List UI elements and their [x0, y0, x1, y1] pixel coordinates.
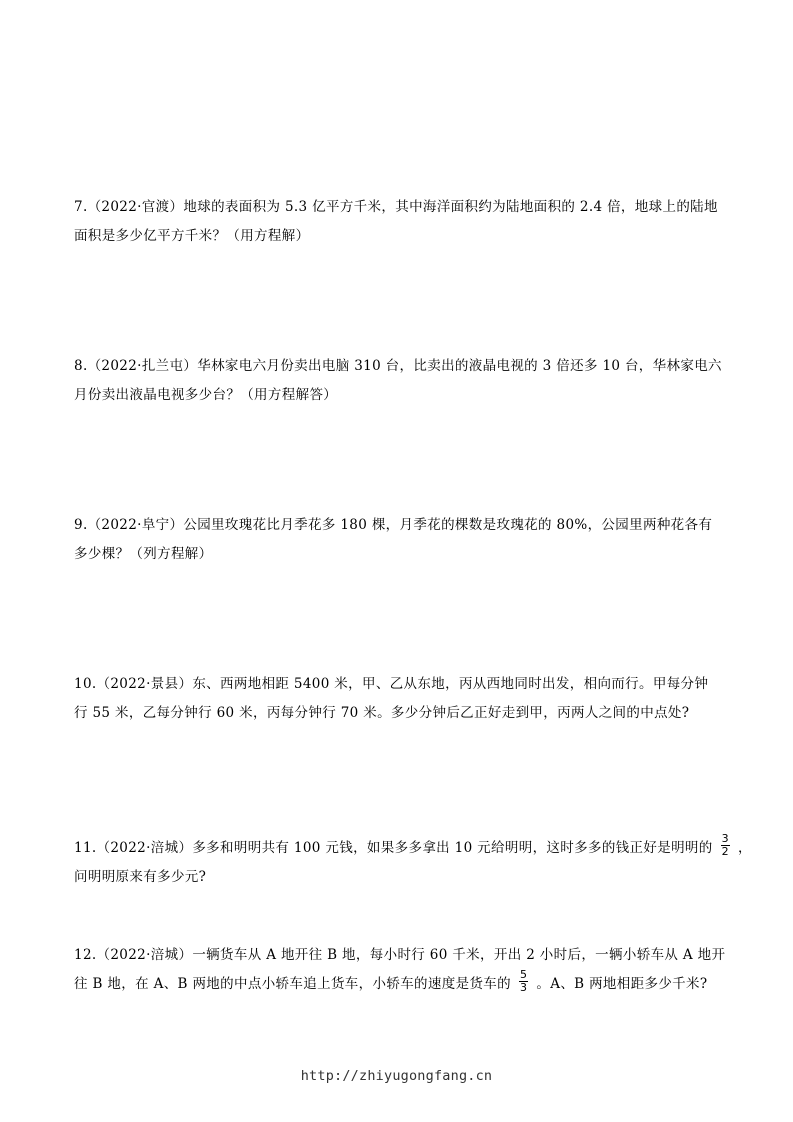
problem-8	[74, 352, 726, 409]
problem-11-text: 11.（2022·涪城）多多和明明共有 100 元钱，如果多多拿出 10 元给明明，这时多多的钱正好是明明的	[74, 840, 713, 856]
problem-7	[74, 193, 726, 250]
problem-12-tail: 。A、B 两地相距多少千米?	[536, 975, 708, 992]
problem-9-line-1: 9.（2022·阜宁）公园里玫瑰花比月季花多 180 棵，月季花的棵数是玫瑰花的 80%，公园里两种花各有	[74, 517, 713, 533]
fraction-denominator: 2	[721, 845, 729, 858]
fraction-3-over-2	[721, 833, 730, 858]
problem-9-line-2: 多少棵？（列方程解）	[74, 545, 213, 562]
problem-9	[74, 511, 726, 568]
problem-8-line-2: 月份卖出液晶电视多少台？（用方程解答）	[74, 386, 338, 403]
fraction-numerator: 5	[520, 967, 528, 981]
problem-11-punct: ，	[738, 840, 752, 856]
problem-11-line-1	[74, 832, 752, 863]
problem-11-line-2: 问明明原来有多少元?	[74, 868, 207, 885]
problem-11	[74, 832, 752, 891]
problem-8-line-1: 8.（2022·扎兰屯）华林家电六月份卖出电脑 310 台，比卖出的液晶电视的 3 倍还多 10 台，华林家电六	[74, 358, 722, 374]
problem-12	[74, 941, 726, 998]
problem-10	[74, 670, 726, 727]
problem-7-line-1: 7.（2022·官渡）地球的表面积为 5.3 亿平方千米，其中海洋面积约为陆地面积的 2.4 倍，地球上的陆地	[74, 199, 718, 215]
fraction-5-over-3	[519, 969, 528, 994]
problem-7-line-2: 面积是多少亿平方千米？（用方程解）	[74, 227, 310, 244]
fraction-numerator: 3	[721, 832, 729, 845]
problem-10-line-1: 10.（2022·景县）东、西两地相距 5400 米，甲、乙从东地，丙从西地同时出发，相向而行。甲每分钟	[74, 676, 709, 692]
fraction-denominator: 3	[520, 980, 528, 994]
problem-12-text: 往 B 地，在 A、B 两地的中点小轿车追上货车，小轿车的速度是货车的	[74, 975, 512, 992]
problem-12-line-2	[74, 967, 726, 999]
problem-10-line-2: 行 55 米，乙每分钟行 60 米，丙每分钟行 70 米。多少分钟后乙正好走到甲，丙两人之间的中点处?	[74, 704, 690, 721]
footer-url: http://zhiyugongfang.cn	[300, 1068, 493, 1084]
problem-12-line-1: 12.（2022·涪城）一辆货车从 A 地开往 B 地，每小时行 60 千米，开出 2 小时后，一辆小轿车从 A 地开	[74, 947, 726, 963]
